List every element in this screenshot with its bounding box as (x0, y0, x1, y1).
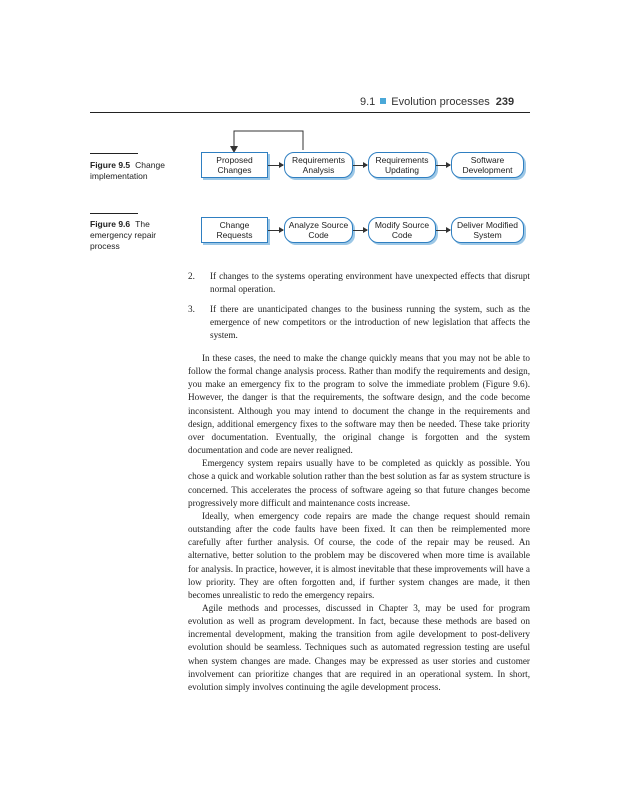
list-item (188, 270, 530, 296)
list-text: If there are unanticipated changes to the business running the system, such as the emergence of new competitors or the introduction of new legislation that affects the system. (210, 304, 530, 340)
flow-arrow (436, 230, 450, 231)
box-change-requests: Change Requests (201, 217, 268, 243)
section-title: Evolution processes (391, 96, 490, 108)
header-rule (90, 112, 530, 113)
paragraph: Ideally, when emergency code repairs are made the change request should remain outstanding after the code faults have been fixed. It can then be reimplemented more carefully after further analysis. Of course, the code of the repair may be reused. An alternative, better solution to the problem may be discovered when more time is available for analysis. In practice, however, it is almost inevitable that these improvements will have a low priority. They are often forgotten and, if further system changes are made, it then becomes unrealistic to redo the emergency repairs. (188, 510, 530, 600)
figure-label: Figure 9.5 (90, 160, 131, 170)
flow-arrow (353, 230, 367, 231)
list-item (188, 303, 530, 342)
caption-rule (90, 153, 138, 154)
paragraph: Emergency system repairs usually have to be completed as quickly as possible. You chose a quick and workable solution rather than the best solution as far as system structure is concerned. This accelerates the process of software ageing so that future changes become progressively more difficult and maintenance costs increase. (188, 458, 530, 508)
list-number: 3. (188, 304, 195, 314)
paragraph: In these cases, the need to make the change quickly means that you may not be able to follow the formal change analysis process. Rather than modify the requirements and design, you make an emergency fix to the program to solve the immediate problem (Figure 9.6). However, the danger is that the requirements, the software design, and the code become inconsistent. Although you may intend to document the change in the requirements and design, additional emergency fixes to the software may then be needed. These take priority over documentation. Eventually, the original change is forgotten and the system documentation and code are never realigned. (188, 353, 530, 456)
flow-arrow (353, 165, 367, 166)
section-number: 9.1 (360, 96, 376, 108)
figure-label: Figure 9.6 (90, 219, 131, 229)
flow-arrow (268, 165, 283, 166)
list-text: If changes to the systems operating environment have unexpected effects that disrupt normal operation. (210, 271, 530, 294)
list-number: 2. (188, 271, 195, 281)
caption-rule (90, 213, 138, 214)
figure-9-6-caption (90, 219, 172, 252)
box-modify-source-code: Modify Source Code (368, 217, 436, 243)
body-text (188, 352, 530, 694)
figure-9-5-caption (90, 160, 182, 182)
box-analyze-source-code: Analyze Source Code (284, 217, 353, 243)
caption-text: The emergency repair process (90, 219, 157, 251)
caption-text: Change implementation (90, 160, 165, 181)
box-requirements-updating: Requirements Updating (368, 152, 436, 178)
paragraph: Agile methods and processes, discussed in Chapter 3, may be used for program evolution as well as program development. In fact, because these methods are based on incremental development, making the transition from agile development to post-delivery evolution should be seamless. Techniques such as automated regression testing are useful when system changes are made. Changes may be expressed as user stories and customer involvement can prioritize changes that are required in an operational system. In short, evolution simply involves continuing the agile development process. (188, 602, 530, 692)
flow-arrow (436, 165, 450, 166)
box-requirements-analysis: Requirements Analysis (284, 152, 353, 178)
box-deliver-modified-system: Deliver Modified System (451, 217, 524, 243)
page-number: 239 (495, 96, 515, 108)
box-software-development: Software Development (451, 152, 524, 178)
square-bullet-icon (380, 98, 386, 104)
running-header (360, 96, 530, 108)
box-proposed-changes: Proposed Changes (201, 152, 268, 178)
flow-arrow (268, 230, 283, 231)
feedback-loop-arrow (200, 128, 320, 154)
